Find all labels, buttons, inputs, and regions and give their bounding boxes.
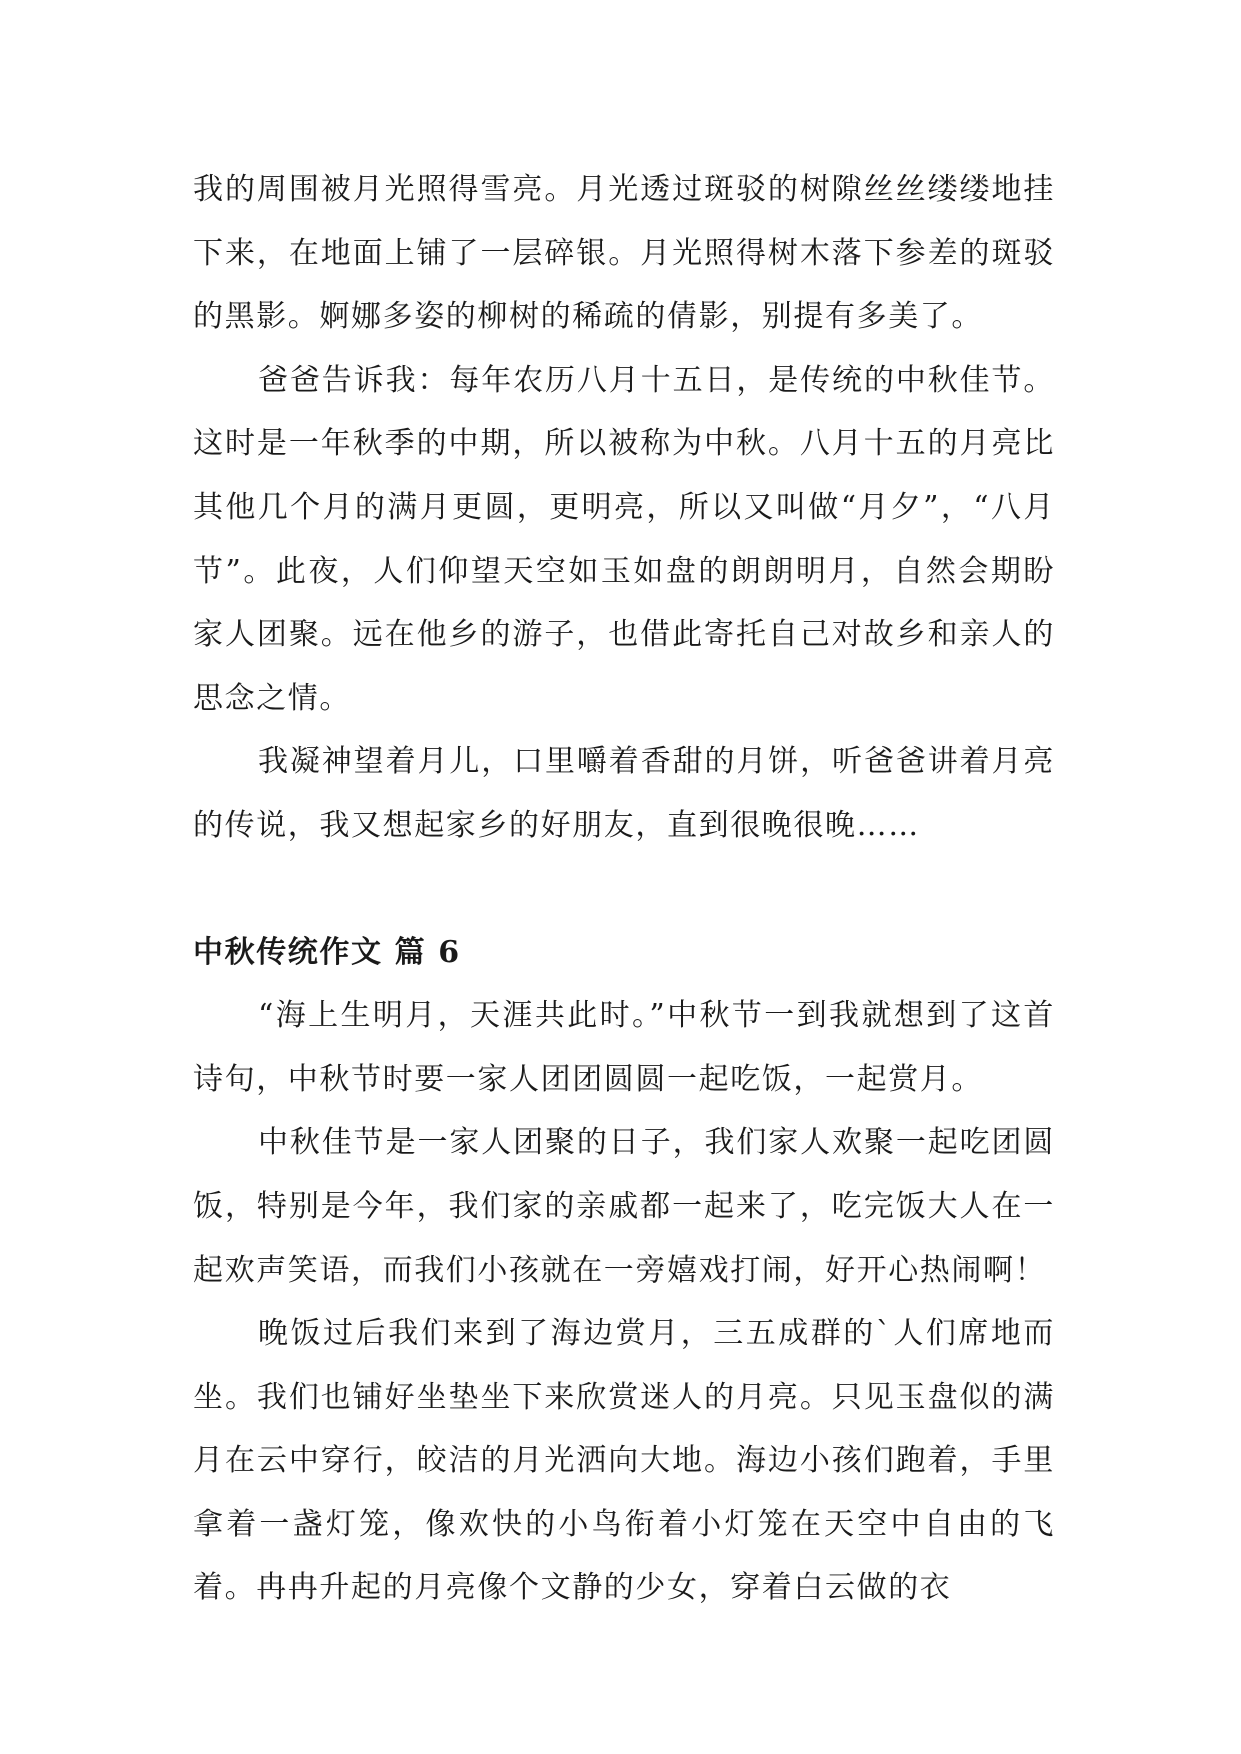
document-page [193, 158, 1055, 1620]
paragraph-father-explains: 爸爸告诉我：每年农历八月十五日，是传统的中秋佳节。这时是一年秋季的中期，所以被称为中秋。八月十五的月亮比其他几个月的满月更圆，更明亮，所以又叫做“月夕”，“八月节”。此夜，人们仰望天空如玉如盘的朗朗明月，自然会期盼家人团聚。远在他乡的游子，也借此寄托自己对故乡和亲人的思念之情。 [193, 362, 1055, 716]
paragraph-moonlight: 我的周围被月光照得雪亮。月光透过斑驳的树隙丝丝缕缕地挂下来，在地面上铺了一层碎银。月光照得树木落下参差的斑驳的黑影。婀娜多姿的柳树的稀疏的倩影，别提有多美了。 [193, 172, 1055, 335]
paragraph-family-reunion: 中秋佳节是一家人团聚的日子，我们家人欢聚一起吃团圆饭，特别是今年，我们家的亲戚都一起来了，吃完饭大人在一起欢声笑语，而我们小孩就在一旁嬉戏打闹，好开心热闹啊！ [193, 1125, 1055, 1288]
paragraph-seaside: 晚饭过后我们来到了海边赏月，三五成群的`人们席地而坐。我们也铺好坐垫坐下来欣赏迷人的月亮。只见玉盘似的满月在云中穿行，皎洁的月光洒向大地。海边小孩们跑着，手里拿着一盏灯笼，像欢快的小鸟衔着小灯笼在天空中自由的飞着。冉冉升起的月亮像个文静的少女，穿着白云做的衣 [193, 1316, 1055, 1606]
paragraph-gazing-moon: 我凝神望着月儿，口里嚼着香甜的月饼，听爸爸讲着月亮的传说，我又想起家乡的好朋友，直到很晚很晚…… [193, 744, 1055, 843]
paragraph-poem: “海上生明月，天涯共此时。”中秋节一到我就想到了这首诗句，中秋节时要一家人团团圆圆一起吃饭，一起赏月。 [193, 998, 1055, 1097]
section-title: 中秋传统作文 篇 6 [193, 934, 461, 970]
